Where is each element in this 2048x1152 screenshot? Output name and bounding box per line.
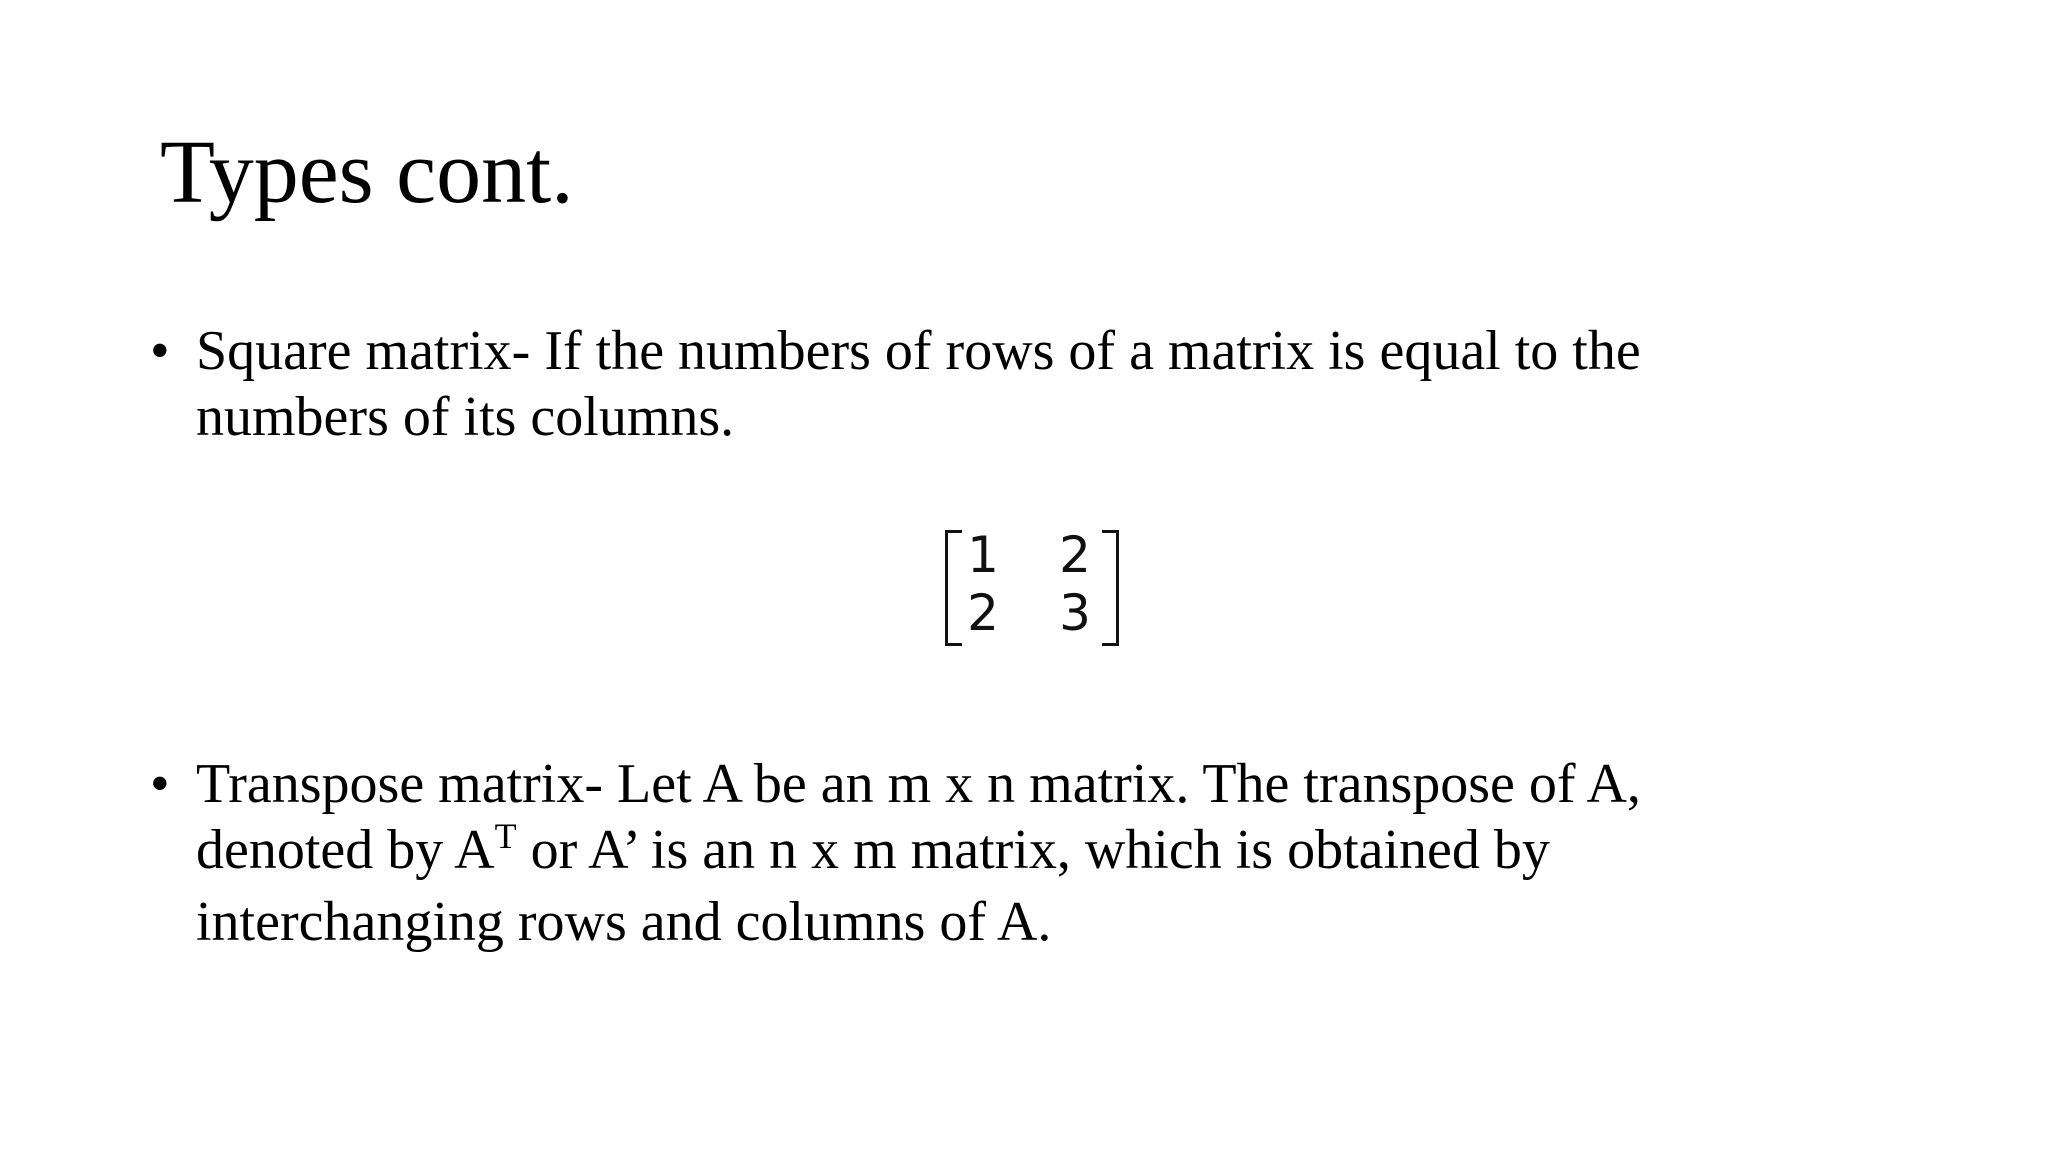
matrix-cell: 1 bbox=[967, 526, 999, 584]
bullet-text bbox=[196, 751, 1790, 955]
transpose-superscript: T bbox=[494, 816, 517, 856]
matrix-left-bracket bbox=[945, 530, 962, 646]
matrix-cell: 2 bbox=[967, 584, 999, 642]
slide-title: Types cont. bbox=[160, 123, 574, 222]
matrix-cell: 2 bbox=[1059, 526, 1091, 584]
bullet-text-part1: Transpose matrix- Let A be an m x n matrix. The transpose of A, denoted by A bbox=[196, 753, 1641, 881]
bullet-transpose-matrix bbox=[150, 751, 1790, 955]
bullet-marker: • bbox=[150, 753, 170, 815]
bullet-text: Square matrix- If the numbers of rows of a matrix is equal to the numbers of its columns. bbox=[196, 320, 1641, 448]
bullet-marker: • bbox=[150, 320, 170, 382]
bullet-square-matrix bbox=[150, 318, 1790, 450]
matrix-right-bracket bbox=[1102, 530, 1119, 646]
square-matrix-example bbox=[945, 528, 1125, 646]
bullet-text-part2: or A’ is an n x m matrix, which is obtained by interchanging rows and columns of A. bbox=[196, 819, 1550, 953]
matrix-cell: 3 bbox=[1059, 584, 1091, 642]
